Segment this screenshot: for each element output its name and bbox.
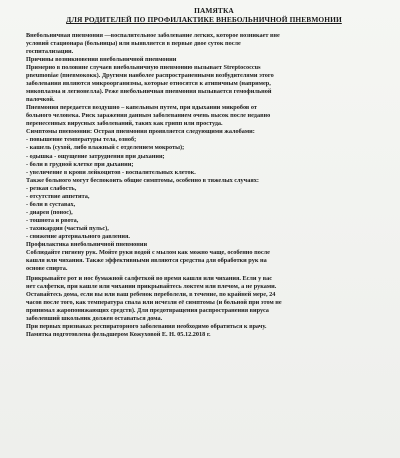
memo-body [26,32,382,339]
text-line: госпитализации. [26,47,74,55]
text-line: Пневмония передается воздушно – капельным путем, при вдыхании микробов от [26,104,257,112]
text-line: Прикрывайте рот и нос бумажной салфеткой во время кашля или чихания. Если у вас [26,274,273,282]
list-item: - отсутствие аппетита, [26,192,90,200]
text-line: основе спирта. [26,265,68,273]
list-item: - увеличение в крови лейкоцитов - воспалительных клеток. [26,168,196,176]
list-item: - боли в грудной клетке при дыхании; [26,160,134,168]
text-line: принимал жаропонижающих средств). Для предотвращения распространения вируса [26,306,269,314]
text-line: Оставайтесь дома, если вы или ваш ребенок переболели, в течение, по крайней мере, 24 [26,290,276,298]
list-item: - тахикардия (частый пульс), [26,224,109,232]
list-item: - тошнота и рвота, [26,216,79,224]
list-item: - кашель (сухой, либо влажный с отделением мокроты); [26,144,185,152]
title-line-1: ПАМЯТКА [194,6,234,15]
text-line: pneumoniae (пневмококк). Другими наиболее распространенными возбудителями этого [26,72,274,80]
author-line: Памятка подготовлена фельдшером Кожуховой Е. Н. 05.12.2018 г. [26,331,211,339]
title-line-2: ДЛЯ РОДИТЕЛЕЙ ПО ПРОФИЛАКТИКЕ ВНЕБОЛЬНИЧНОЙ ПНЕВМОНИИ [66,15,342,25]
paragraph-symptoms [26,128,382,241]
text-line: микоплазма и легионелла). Реже внебольничная пневмония вызывается гемофильной [26,88,272,96]
text-line: нет салфетки, при кашле или чихании прикрывайтесь локтем или плечом, а не руками. [26,282,277,290]
text-line: условий стационара (больницы) или выявляется в первые двое суток после [26,39,241,47]
text-line: Примерно в половине случаев внебольничную пневмонию вызывает Streptococcus [26,64,261,71]
text-line: Также больного могут беспокоить общие симптомы, особенно в тяжелых случаях: [26,176,259,184]
paragraph-definition [26,32,382,56]
text-line: Соблюдайте гигиену рук. Мойте руки водой с мылом как можно чаще, особенно после [26,249,270,257]
text-line: При первых признаках респираторного заболевания необходимо обратиться к врачу. [26,323,267,330]
memo-title [26,6,382,25]
list-item: - повышение температуры тела, озноб; [26,136,137,144]
text-line: часов после того, как температура спала или исчезли её симптомы (и больной при этом не [26,298,282,306]
paragraph-cover-cough [26,275,382,323]
text-line: больного человека. Риск заражения данным заболеванием очень высок после недавно [26,112,271,120]
text-line: палочкой. [26,96,55,104]
text-line: перенесенных вирусных заболеваний, таких как грипп или простуда. [26,120,223,128]
section-heading-symptoms: Симптомы пневмонии: Острая пневмония проявляется следующими жалобами: [26,128,255,136]
list-item: - диарея (понос), [26,208,73,216]
text-line: заболевания являются микроорганизмы, которые относятся к атипичным (например, [26,80,271,88]
section-heading-causes: Причины возникновения внебольничной пневмонии [26,55,177,63]
list-item: - резкая слабость, [26,184,77,192]
list-item: - боли в суставах, [26,200,76,208]
paragraph-transmission [26,104,382,128]
text-line: Внебольничная пневмония —воспалительное заболевание легких, которое возникает вне [26,31,280,39]
paragraph-prevention [26,241,382,273]
text-line: заболевший школьник должен оставаться дома. [26,314,163,322]
list-item: - одышка - ощущение затруднения при дыхании; [26,152,165,160]
text-line: кашля или чихания. Также эффективными являются средства для обработки рук на [26,257,267,265]
paragraph-closing [26,323,382,339]
section-heading-prevention: Профилактика внебольничной пневмонии [26,241,148,249]
list-item: - снижение артериального давления. [26,232,130,240]
paragraph-causes [26,56,382,104]
